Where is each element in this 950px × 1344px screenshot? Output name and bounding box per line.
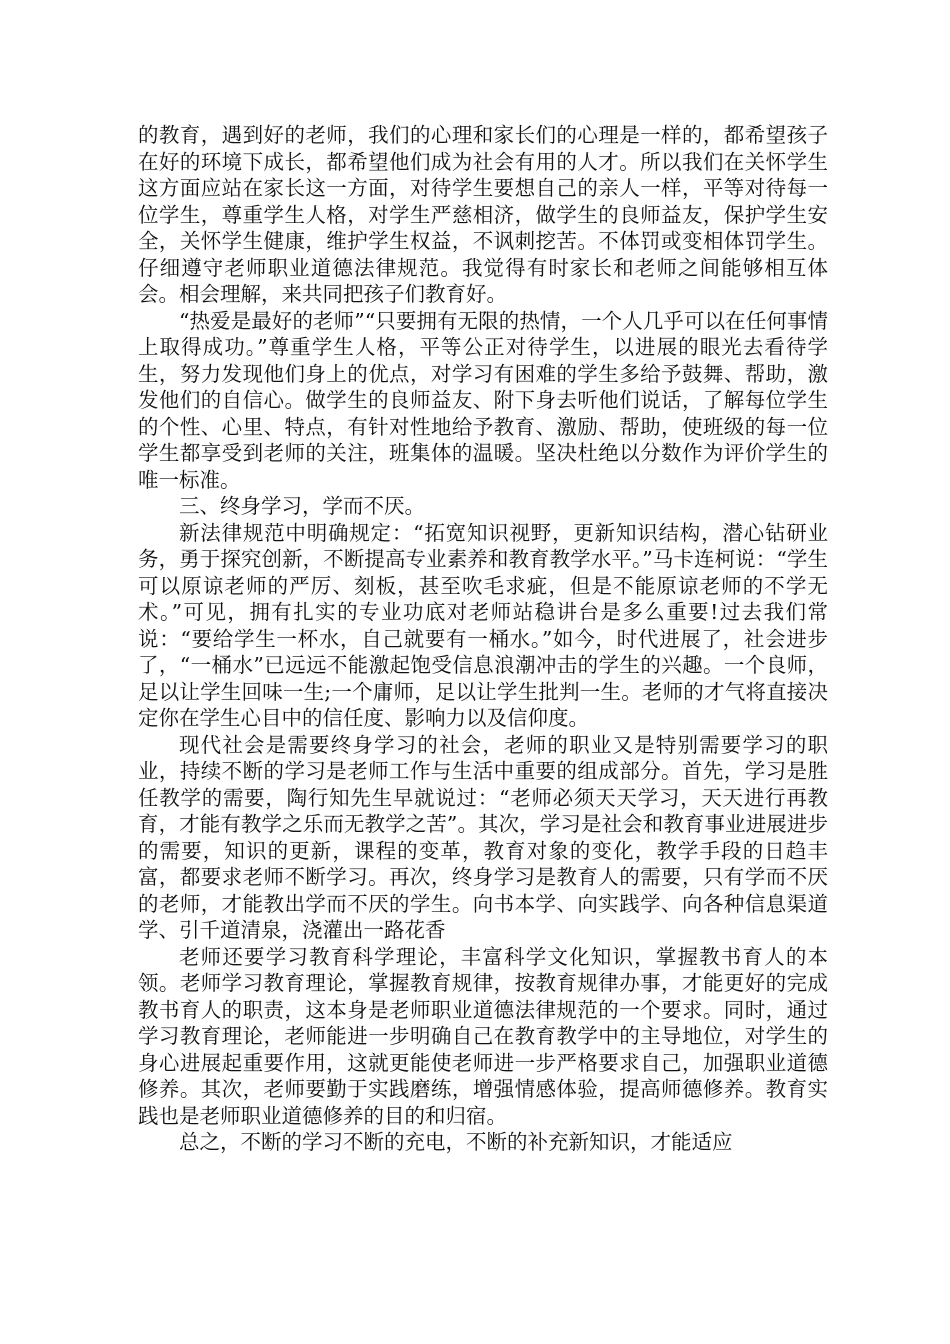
paragraph-2: “热爱是最好的老师”“只要拥有无限的热情，一个人几乎可以在任何事情上取得成功。”尊重学生人格，平等公正对待学生，以进展的眼光去看待学生，努力发现他们身上的优点，对学习有困难的学生多给予鼓舞、帮助，激发他们的自信心。做学生的良师益友、附下身去听他们说话，了解每位学生的个性、心里、特点，有针对性地给予教育、激励、帮助，使班级的每一位学生都享受到老师的关注，班集体的温暖。坚决杜绝以分数作为评价学生的唯一标准。 bbox=[138, 308, 828, 492]
body-text bbox=[138, 122, 828, 1156]
section-heading: 三、终身学习，学而不厌。 bbox=[179, 494, 425, 518]
paragraph-4: 现代社会是需要终身学习的社会，老师的职业又是特别需要学习的职业，持续不断的学习是老师工作与生活中重要的组成部分。首先，学习是胜任教学的需要，陶行知先生早就说过：“老师必须天天学习，天天进行再教育，才能有教学之乐而无教学之苦”。其次，学习是社会和教育事业进展进步的需要，知识的更新，课程的变革，教育对象的变化，教学手段的日趋丰富，都要求老师不断学习。再次，终身学习是教育人的需要，只有学而不厌的老师，才能教出学而不厌的学生。向书本学、向实践学、向各种信息渠道学、引千道清泉，浇灌出一路花香 bbox=[138, 732, 828, 942]
paragraph-5: 老师还要学习教育科学理论，丰富科学文化知识，掌握教书育人的本领。老师学习教育理论，掌握教育规律，按教育规律办事，才能更好的完成教书育人的职责，这本身是老师职业道德法律规范的一个要求。同时，通过学习教育理论，老师能进一步明确自己在教育教学中的主导地位，对学生的身心进展起重要作用，这就更能使老师进一步严格要求自己，加强职业道德修养。其次，老师要勤于实践磨练，增强情感体验，提高师德修养。教育实践也是老师职业道德修养的目的和归宿。 bbox=[138, 944, 828, 1128]
paragraph-1: 的教育，遇到好的老师，我们的心理和家长们的心理是一样的，都希望孩子在好的环境下成长，都希望他们成为社会有用的人才。所以我们在关怀学生这方面应站在家长这一方面，对待学生要想自己的亲人一样，平等对待每一位学生，尊重学生人格，对学生严慈相济，做学生的良师益友，保护学生安全，关怀学生健康，维护学生权益，不讽刺挖苦。不体罚或变相体罚学生。仔细遵守老师职业道德法律规范。我觉得有时家长和老师之间能够相互体会。相会理解，来共同把孩子们教育好。 bbox=[138, 123, 828, 306]
paragraph-3: 新法律规范中明确规定：“拓宽知识视野，更新知识结构，潜心钻研业务，勇于探究创新，不断提高专业素养和教育教学水平。”马卡连柯说：“学生可以原谅老师的严厉、刻板，甚至吹毛求疵，但是不能原谅老师的不学无术。”可见，拥有扎实的专业功底对老师站稳讲台是多么重要!过去我们常说：“要给学生一杯水，自己就要有一桶水。”如今，时代进展了，社会进步了，“一桶水”已远远不能激起饱受信息浪潮冲击的学生的兴趣。一个良师，足以让学生回味一生;一个庸师，足以让学生批判一生。老师的才气将直接决定你在学生心目中的信任度、影响力以及信仰度。 bbox=[138, 520, 828, 730]
paragraph-6: 总之，不断的学习不断的充电，不断的补充新知识，才能适应 bbox=[179, 1130, 733, 1154]
